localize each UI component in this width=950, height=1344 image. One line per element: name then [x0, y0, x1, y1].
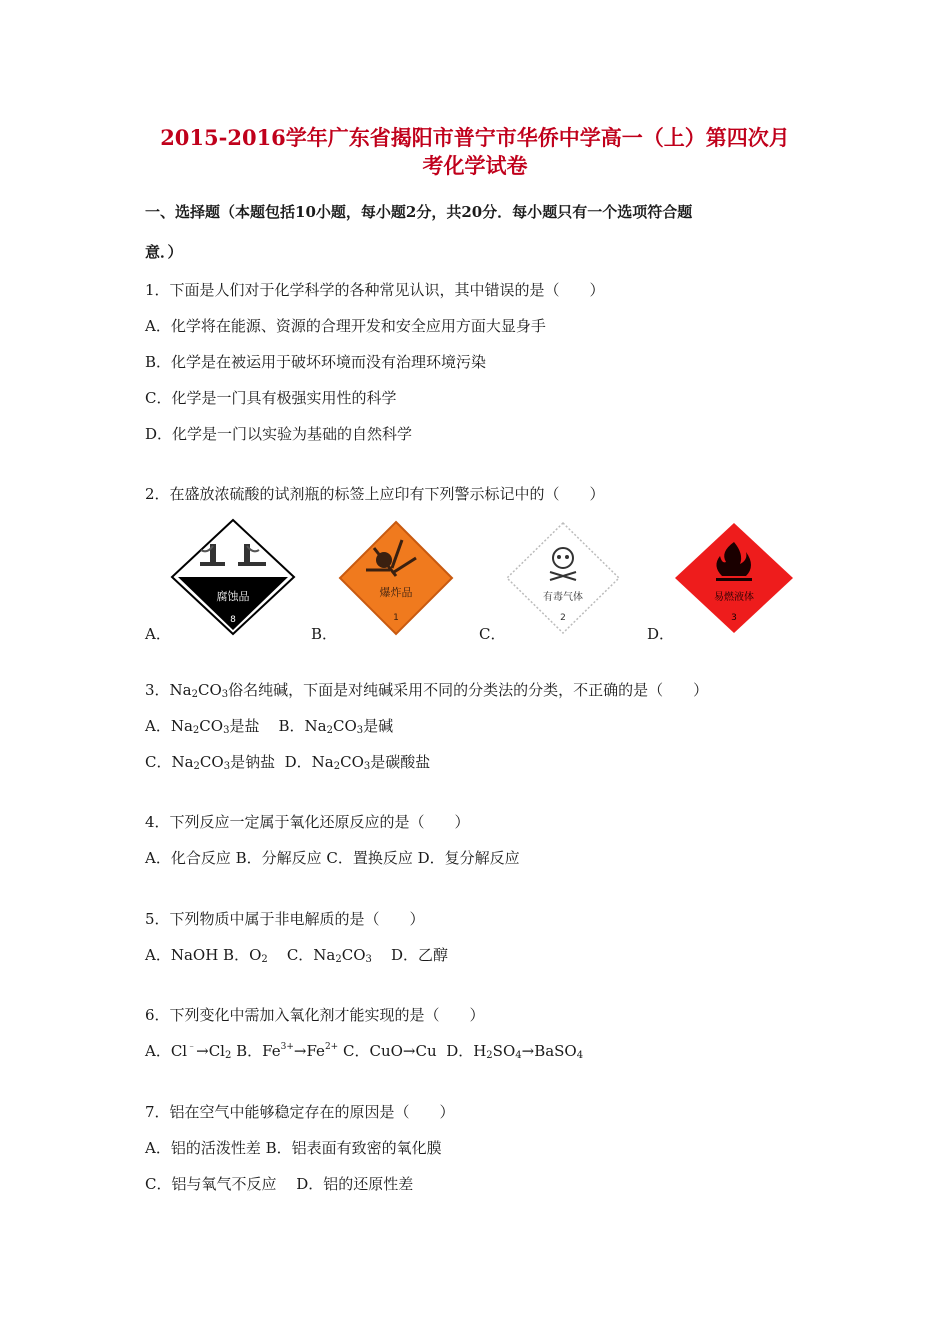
document-title-line1: 2015-2016学年广东省揭阳市普宁市华侨中学高一（上）第四次月	[160, 125, 790, 150]
hazard-sign-explosive	[336, 518, 456, 638]
hazard-sign-flammable	[672, 520, 796, 636]
corrosive-sign-text: 腐蚀品	[216, 590, 250, 603]
q3-stem: 3．$Na_2CO_3$俗名纯碱，下面是对纯碱采用不同的分类法的分类，不正确的是（ ）	[145, 681, 709, 700]
flammable-sign-number: 3	[731, 613, 737, 623]
hazard-sign-toxic	[504, 520, 622, 636]
corrosive-icon	[170, 518, 296, 636]
q7-options-line2: C．铝与氧气不反应 D．铝的还原性差	[145, 1175, 414, 1193]
toxic-sign-text: 有毒气体	[543, 592, 583, 603]
q2-label-d: D．	[647, 625, 675, 643]
flammable-sign-text: 易燃液体	[714, 592, 754, 603]
section-heading-line1: 一、选择题（本题包括10小题，每小题2分，共20分．每小题只有一个选项符合题	[145, 203, 693, 221]
explosive-icon	[336, 518, 456, 638]
q3-options-ab: A．$Na_2CO_3$是盐 B．$Na_2CO_3$是碱	[145, 717, 394, 736]
toxic-sign-number: 2	[560, 613, 566, 623]
q3-options-cd: C．$Na_2CO_3$是钠盐 D．$Na_2CO_3$是碳酸盐	[145, 753, 431, 772]
q2-label-a: A．	[145, 625, 171, 643]
q2-label-b: B．	[311, 625, 338, 643]
q7-stem: 7．铝在空气中能够稳定存在的原因是（ ）	[145, 1103, 455, 1121]
q1-option-a: A．化学将在能源、资源的合理开发和安全应用方面大显身手	[145, 317, 546, 335]
q6-stem: 6．下列变化中需加入氧化剂才能实现的是（ ）	[145, 1006, 485, 1024]
flame-icon	[672, 520, 796, 636]
section-heading-line2: 意．）	[145, 243, 183, 261]
hazard-sign-corrosive	[170, 518, 296, 636]
document-title-line2: 考化学试卷	[422, 153, 528, 178]
q2-label-c: C．	[479, 625, 506, 643]
q7-options-line1: A．铝的活泼性差 B．铝表面有致密的氧化膜	[145, 1139, 442, 1157]
q1-option-d: D．化学是一门以实验为基础的自然科学	[145, 425, 413, 443]
explosive-sign-text: 爆炸品	[379, 586, 413, 599]
q6-options: A．$Cl^﹣\to Cl_2$ B．$Fe^{3+}\to Fe^{2+}$ C．CuO→Cu D．$H_2SO_4\to BaSO_4$	[145, 1042, 584, 1061]
q5-options: A．NaOH B．$O_2$ C．$Na_2CO_3$ D．乙醇	[145, 946, 449, 965]
q1-stem: 1．下面是人们对于化学科学的各种常见认识，其中错误的是（ ）	[145, 281, 605, 299]
corrosive-sign-number: 8	[230, 615, 236, 625]
q5-stem: 5．下列物质中属于非电解质的是（ ）	[145, 910, 425, 928]
explosive-sign-number: 1	[393, 613, 399, 623]
q4-options: A．化合反应 B．分解反应 C．置换反应 D．复分解反应	[145, 849, 520, 867]
q4-stem: 4．下列反应一定属于氧化还原反应的是（ ）	[145, 813, 470, 831]
q1-option-b: B．化学是在被运用于破坏环境而没有治理环境污染	[145, 353, 487, 371]
q1-option-c: C．化学是一门具有极强实用性的科学	[145, 389, 397, 407]
skull-icon	[504, 520, 622, 636]
q2-stem: 2．在盛放浓硫酸的试剂瓶的标签上应印有下列警示标记中的（ ）	[145, 485, 605, 503]
